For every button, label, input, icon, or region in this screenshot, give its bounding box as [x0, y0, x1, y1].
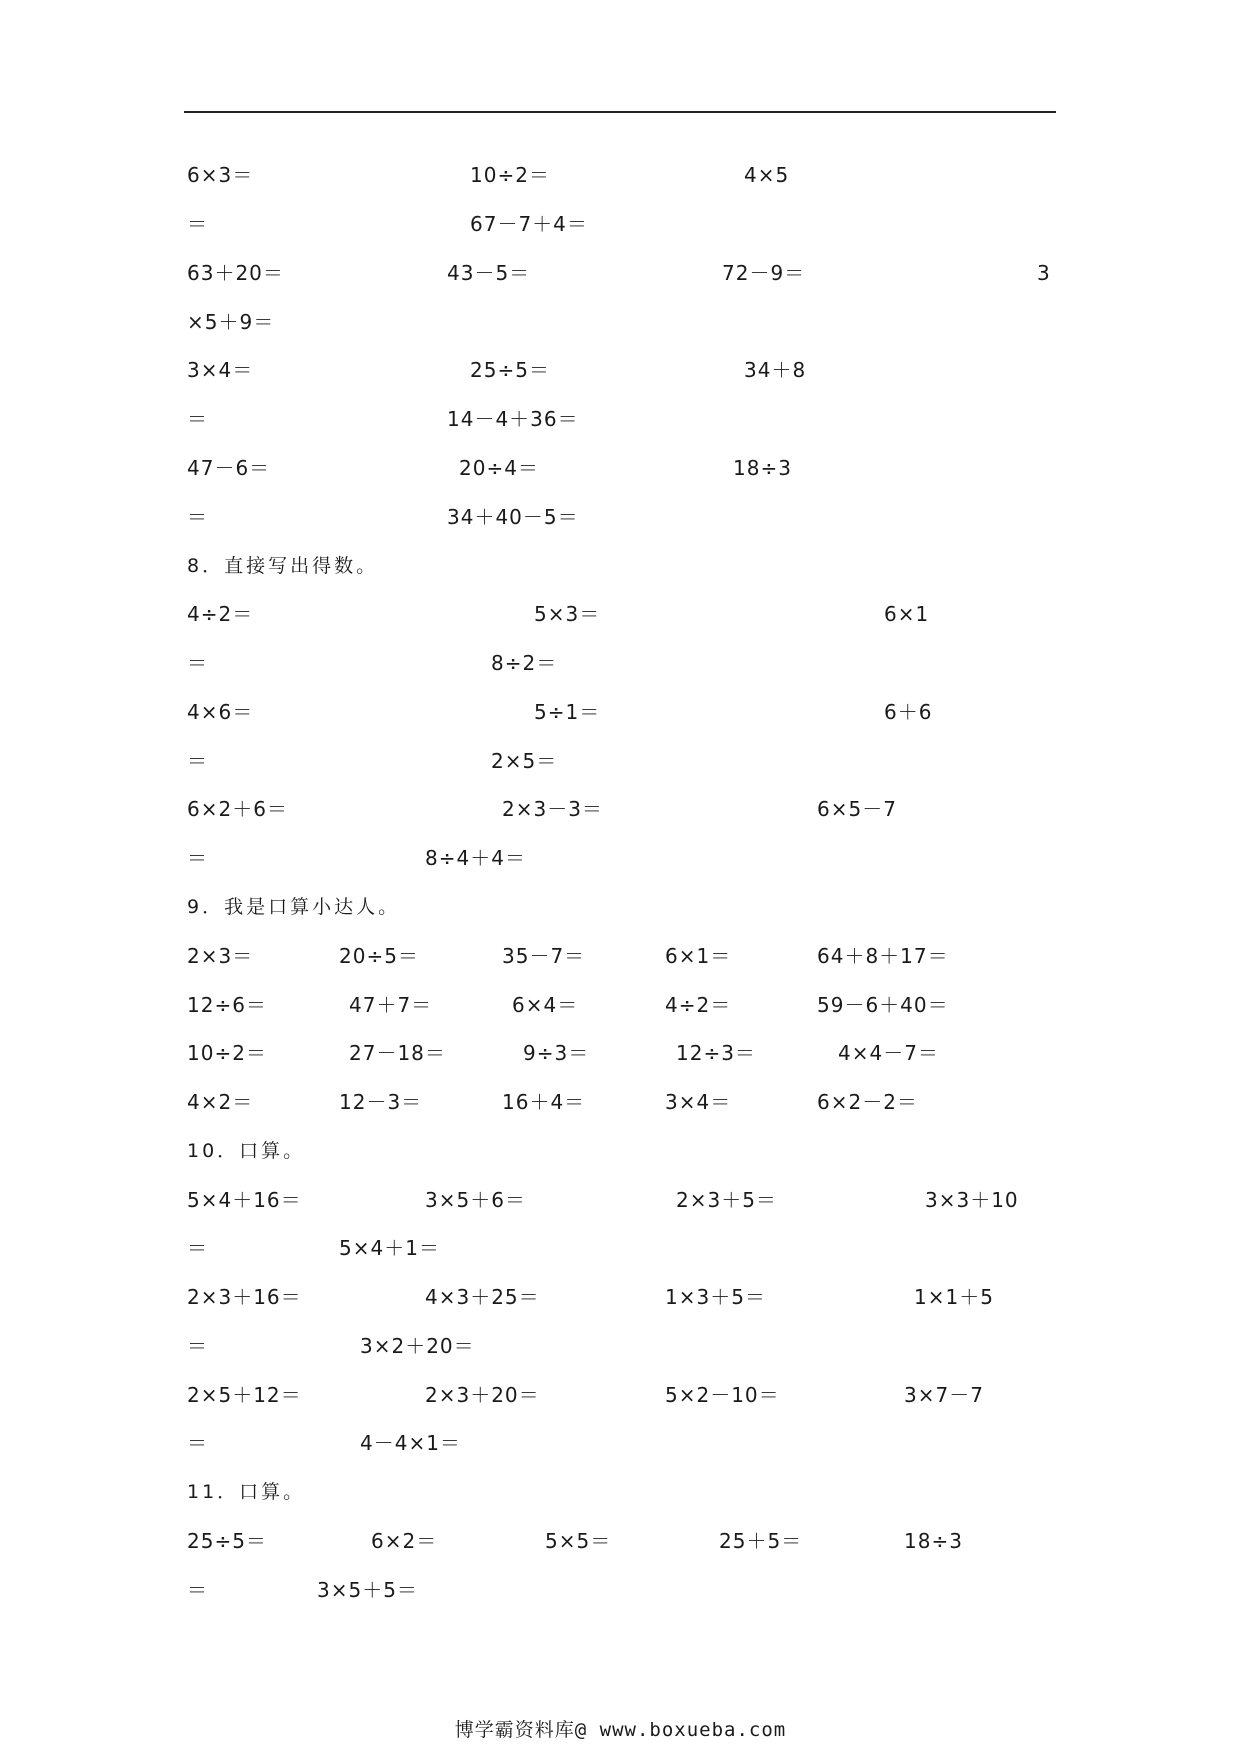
math-expression: 3×5＋5＝	[317, 1578, 418, 1602]
math-expression: 34＋40－5＝	[447, 505, 579, 529]
math-expression: 25＋5＝	[719, 1529, 803, 1553]
math-expression: 35－7＝	[502, 944, 586, 968]
math-expression: ＝	[187, 1334, 208, 1358]
math-expression: 4×4－7＝	[838, 1041, 939, 1065]
math-expression: ＝	[187, 846, 208, 870]
math-expression: 4×3＋25＝	[425, 1285, 540, 1309]
math-expression: 4×6＝	[187, 700, 254, 724]
math-expression: 25÷5＝	[187, 1529, 267, 1553]
math-expression: 1×3＋5＝	[665, 1285, 766, 1309]
math-expression: 64＋8＋17＝	[817, 944, 949, 968]
math-expression: 3×4＝	[665, 1090, 732, 1114]
math-expression: 4－4×1＝	[360, 1431, 461, 1455]
math-expression: 5×5＝	[545, 1529, 612, 1553]
math-expression: 3	[1037, 261, 1051, 285]
math-expression: 6×1	[884, 602, 930, 626]
math-expression: 25÷5＝	[470, 358, 550, 382]
math-expression: 5×2－10＝	[665, 1383, 780, 1407]
math-expression: ＝	[187, 651, 208, 675]
section-heading: 8．直接写出得数。	[187, 555, 379, 577]
math-expression: 6×4＝	[512, 993, 579, 1017]
math-expression: 1×1＋5	[914, 1285, 994, 1309]
section-heading: 10．口算。	[187, 1140, 306, 1162]
math-expression: ＝	[187, 1431, 208, 1455]
math-expression: 34＋8	[744, 358, 807, 382]
math-expression: 47－6＝	[187, 456, 271, 480]
math-expression: 47＋7＝	[349, 993, 433, 1017]
math-expression: 16＋4＝	[502, 1090, 586, 1114]
math-expression: 5÷1＝	[534, 700, 601, 724]
math-expression: 2×3＋5＝	[676, 1188, 777, 1212]
math-expression: 6×2＋6＝	[187, 797, 288, 821]
math-expression: 14－4＋36＝	[447, 407, 579, 431]
math-expression: ＝	[187, 212, 208, 236]
math-expression: 59－6＋40＝	[817, 993, 949, 1017]
math-expression: 5×4＋1＝	[339, 1236, 440, 1260]
math-expression: 6×1＝	[665, 944, 732, 968]
header-rule	[184, 111, 1056, 113]
math-expression: 3×4＝	[187, 358, 254, 382]
math-expression: 6×2－2＝	[817, 1090, 918, 1114]
math-expression: 5×4＋16＝	[187, 1188, 302, 1212]
math-expression: 3×5＋6＝	[425, 1188, 526, 1212]
math-expression: 8÷2＝	[491, 651, 558, 675]
math-expression: 4×5	[744, 163, 790, 187]
math-expression: 12÷6＝	[187, 993, 267, 1017]
math-expression: 2×5＋12＝	[187, 1383, 302, 1407]
math-expression: 4÷2＝	[665, 993, 732, 1017]
math-expression: 8÷4＋4＝	[425, 846, 526, 870]
math-expression: 12－3＝	[339, 1090, 423, 1114]
math-expression: 20÷5＝	[339, 944, 419, 968]
math-expression: ＝	[187, 1578, 208, 1602]
math-expression: 43－5＝	[447, 261, 531, 285]
math-expression: 3×7－7	[904, 1383, 984, 1407]
math-expression: ＝	[187, 407, 208, 431]
math-expression: 2×3＋16＝	[187, 1285, 302, 1309]
math-expression: 6＋6	[884, 700, 933, 724]
math-expression: 3×2＋20＝	[360, 1334, 475, 1358]
math-expression: 72－9＝	[722, 261, 806, 285]
section-heading: 11．口算。	[187, 1481, 306, 1503]
math-expression: 27－18＝	[349, 1041, 446, 1065]
math-expression: 10÷2＝	[470, 163, 550, 187]
math-expression: 18÷3	[904, 1529, 963, 1553]
math-expression: 2×3＋20＝	[425, 1383, 540, 1407]
math-expression: 2×3－3＝	[502, 797, 603, 821]
math-expression: 5×3＝	[534, 602, 601, 626]
math-expression: 63＋20＝	[187, 261, 284, 285]
math-expression: 4÷2＝	[187, 602, 254, 626]
section-heading: 9．我是口算小达人。	[187, 896, 401, 918]
math-expression: ×5＋9＝	[187, 310, 275, 334]
math-expression: 18÷3	[733, 456, 792, 480]
math-expression: 2×3＝	[187, 944, 254, 968]
math-expression: ＝	[187, 749, 208, 773]
math-expression: 4×2＝	[187, 1090, 254, 1114]
math-expression: 6×3＝	[187, 163, 254, 187]
math-expression: 12÷3＝	[676, 1041, 756, 1065]
math-expression: 2×5＝	[491, 749, 558, 773]
math-expression: ＝	[187, 505, 208, 529]
math-expression: 9÷3＝	[523, 1041, 590, 1065]
math-expression: 20÷4＝	[459, 456, 539, 480]
math-expression: 10÷2＝	[187, 1041, 267, 1065]
math-expression: 6×5－7	[817, 797, 897, 821]
math-expression: 3×3＋10	[925, 1188, 1019, 1212]
math-expression: ＝	[187, 1236, 208, 1260]
math-expression: 67－7＋4＝	[470, 212, 588, 236]
footer-watermark: 博学霸资料库@ www.boxueba.com	[454, 1719, 787, 1741]
math-expression: 6×2＝	[371, 1529, 438, 1553]
